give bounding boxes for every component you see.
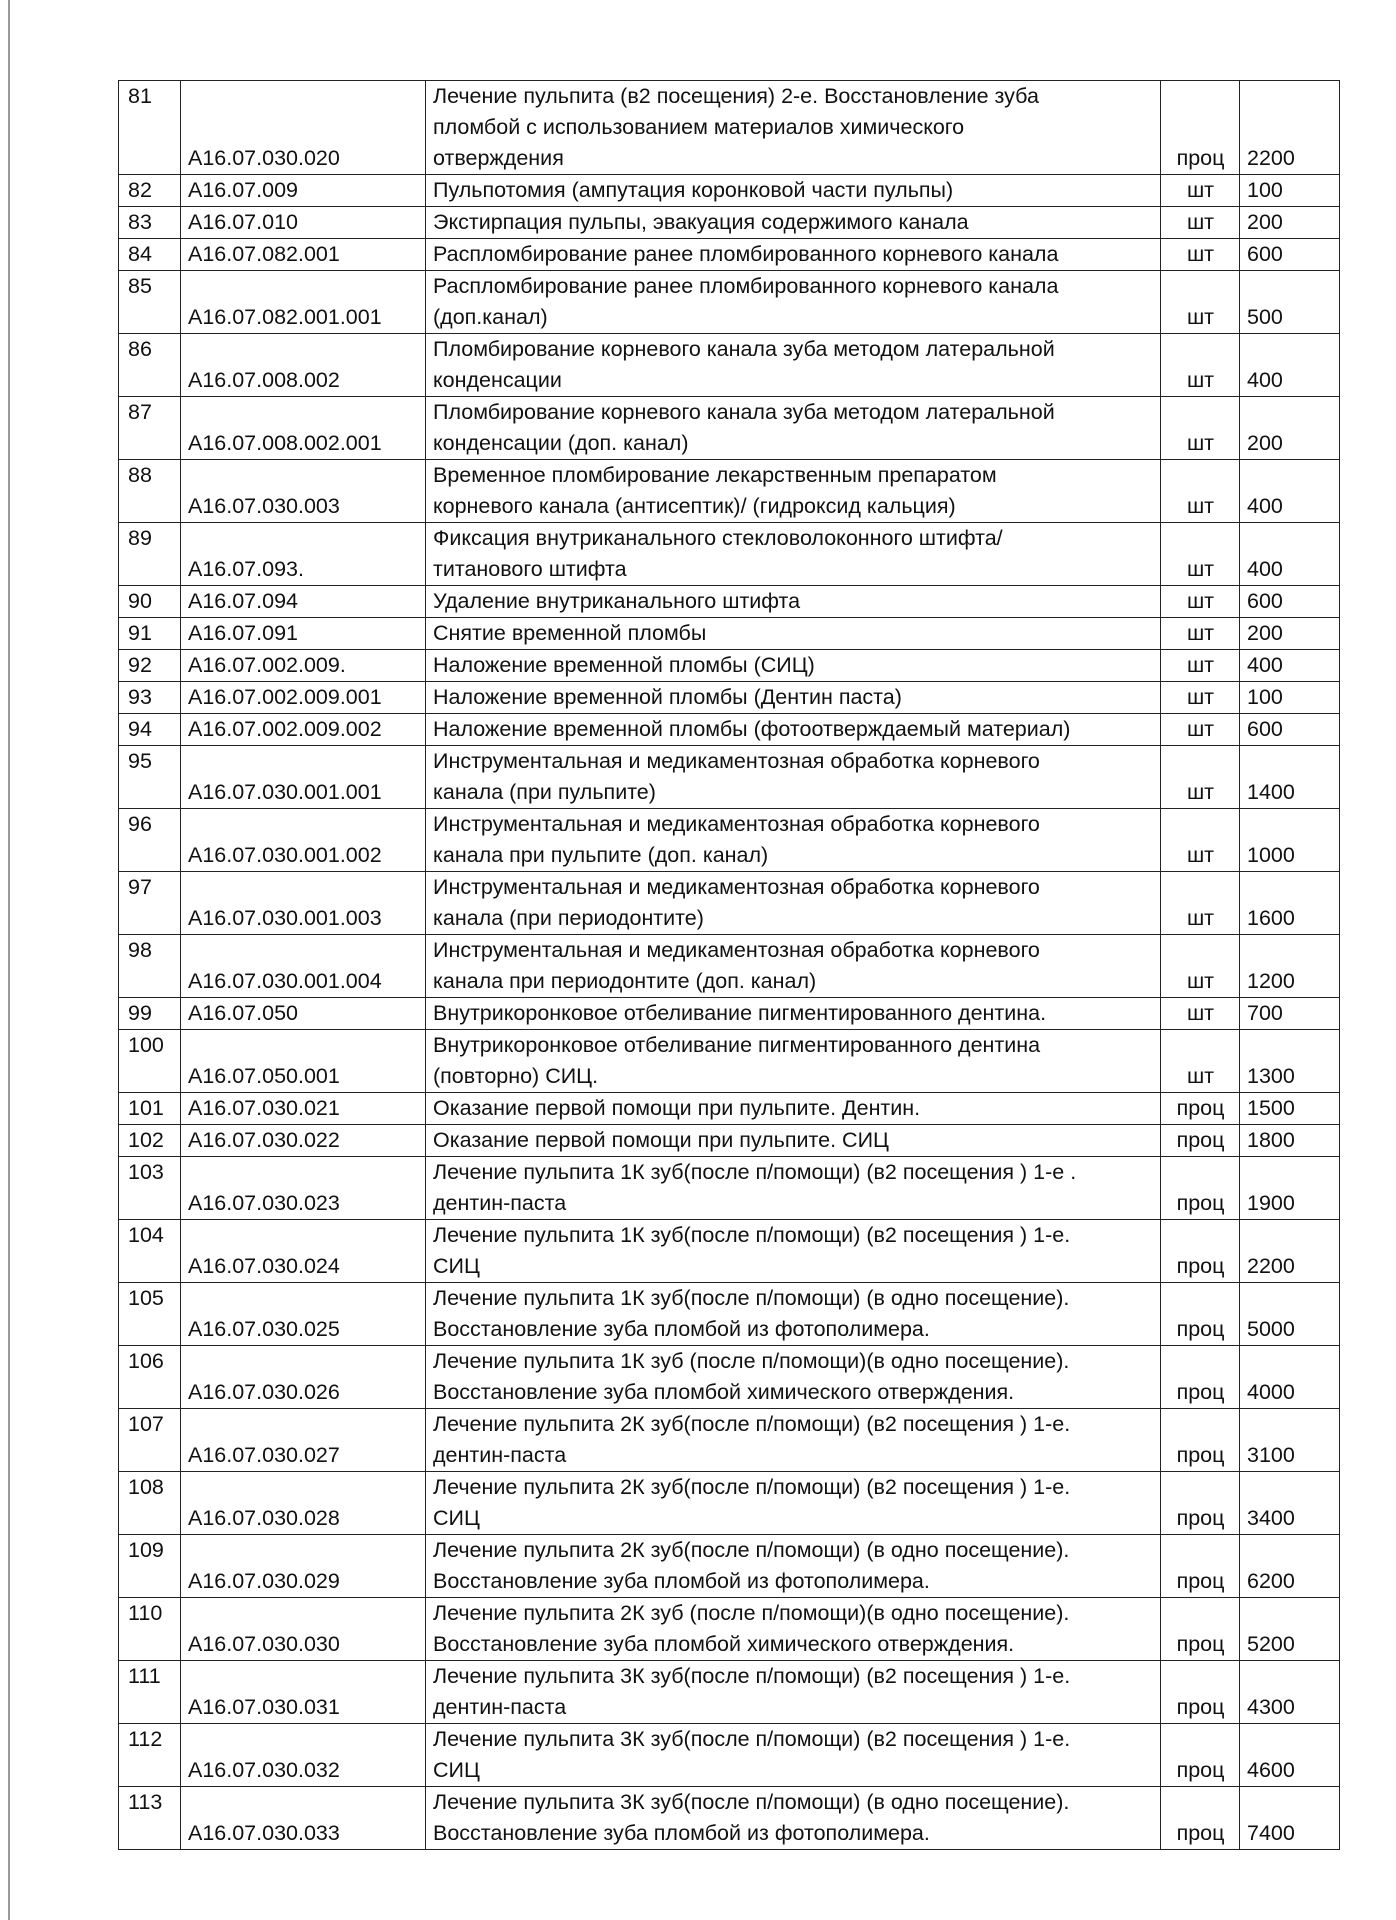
service-code-cell: A16.07.002.009.002 xyxy=(181,714,426,746)
table-row xyxy=(119,239,1340,271)
unit-cell: шт xyxy=(1161,397,1240,460)
unit-cell: проц xyxy=(1161,1661,1240,1724)
service-code-cell: A16.07.030.003 xyxy=(181,460,426,523)
row-number-cell: 107 xyxy=(119,1409,181,1472)
service-name-cell: Инструментальная и медикаментозная обработка корневого канала при пульпите (доп. канал) xyxy=(426,809,1161,872)
table-row xyxy=(119,935,1340,998)
service-name-cell: Лечение пульпита 1К зуб (после п/помощи)(в одно посещение). Восстановление зуба пломбой химического отверждения. xyxy=(426,1346,1161,1409)
service-name-cell: Наложение временной пломбы (СИЦ) xyxy=(426,650,1161,682)
service-name-cell: Инструментальная и медикаментозная обработка корневого канала при периодонтите (доп. канал) xyxy=(426,935,1161,998)
price-cell: 100 xyxy=(1240,682,1340,714)
unit-cell: проц xyxy=(1161,1409,1240,1472)
service-code-cell: A16.07.030.021 xyxy=(181,1093,426,1125)
row-number-cell: 90 xyxy=(119,586,181,618)
price-cell: 3100 xyxy=(1240,1409,1340,1472)
unit-cell: проц xyxy=(1161,1283,1240,1346)
service-code-cell: A16.07.030.024 xyxy=(181,1220,426,1283)
service-code-cell: A16.07.030.029 xyxy=(181,1535,426,1598)
price-cell: 400 xyxy=(1240,460,1340,523)
row-number-cell: 105 xyxy=(119,1283,181,1346)
row-number-cell: 103 xyxy=(119,1157,181,1220)
row-number-cell: 83 xyxy=(119,207,181,239)
table-row xyxy=(119,1030,1340,1093)
row-number-cell: 94 xyxy=(119,714,181,746)
service-code-cell: A16.07.008.002 xyxy=(181,334,426,397)
row-number-cell: 112 xyxy=(119,1724,181,1787)
table-row xyxy=(119,746,1340,809)
service-code-cell: A16.07.030.001.003 xyxy=(181,872,426,935)
service-name-cell: Лечение пульпита 2К зуб(после п/помощи) (в2 посещения ) 1-е. дентин-паста xyxy=(426,1409,1161,1472)
service-code-cell: A16.07.091 xyxy=(181,618,426,650)
row-number-cell: 102 xyxy=(119,1125,181,1157)
row-number-cell: 92 xyxy=(119,650,181,682)
service-code-cell: A16.07.030.025 xyxy=(181,1283,426,1346)
unit-cell: шт xyxy=(1161,460,1240,523)
service-code-cell: A16.07.030.001.001 xyxy=(181,746,426,809)
price-cell: 1400 xyxy=(1240,746,1340,809)
price-cell: 7400 xyxy=(1240,1787,1340,1850)
row-number-cell: 88 xyxy=(119,460,181,523)
row-number-cell: 97 xyxy=(119,872,181,935)
service-name-cell: Лечение пульпита 3К зуб(после п/помощи) (в одно посещение). Восстановление зуба пломбой из фотополимера. xyxy=(426,1787,1161,1850)
table-row xyxy=(119,714,1340,746)
table-row xyxy=(119,175,1340,207)
price-cell: 5000 xyxy=(1240,1283,1340,1346)
row-number-cell: 109 xyxy=(119,1535,181,1598)
service-name-cell: Наложение временной пломбы (фотоотверждаемый материал) xyxy=(426,714,1161,746)
unit-cell: проц xyxy=(1161,1220,1240,1283)
price-cell: 1600 xyxy=(1240,872,1340,935)
table-row xyxy=(119,1661,1340,1724)
unit-cell: шт xyxy=(1161,618,1240,650)
table-row xyxy=(119,207,1340,239)
service-name-cell: Временное пломбирование лекарственным препаратом корневого канала (антисептик)/ (гидроксид кальция) xyxy=(426,460,1161,523)
row-number-cell: 98 xyxy=(119,935,181,998)
service-code-cell: A16.07.030.001.004 xyxy=(181,935,426,998)
table-row xyxy=(119,397,1340,460)
service-name-cell: Пульпотомия (ампутация коронковой части пульпы) xyxy=(426,175,1161,207)
unit-cell: шт xyxy=(1161,714,1240,746)
unit-cell: проц xyxy=(1161,1724,1240,1787)
service-name-cell: Пломбирование корневого канала зуба методом латеральной конденсации xyxy=(426,334,1161,397)
service-code-cell: A16.07.030.032 xyxy=(181,1724,426,1787)
table-row xyxy=(119,1598,1340,1661)
service-name-cell: Лечение пульпита 2К зуб (после п/помощи)(в одно посещение). Восстановление зуба пломбой химического отверждения. xyxy=(426,1598,1161,1661)
unit-cell: проц xyxy=(1161,1157,1240,1220)
price-cell: 200 xyxy=(1240,618,1340,650)
table-row xyxy=(119,1787,1340,1850)
service-name-cell: Оказание первой помощи при пульпите. Дентин. xyxy=(426,1093,1161,1125)
service-name-cell: Пломбирование корневого канала зуба методом латеральной конденсации (доп. канал) xyxy=(426,397,1161,460)
price-cell: 1300 xyxy=(1240,1030,1340,1093)
service-code-cell: A16.07.050 xyxy=(181,998,426,1030)
service-name-cell: Оказание первой помощи при пульпите. СИЦ xyxy=(426,1125,1161,1157)
service-name-cell: Экстирпация пульпы, эвакуация содержимого канала xyxy=(426,207,1161,239)
row-number-cell: 110 xyxy=(119,1598,181,1661)
table-row xyxy=(119,460,1340,523)
service-code-cell: A16.07.030.028 xyxy=(181,1472,426,1535)
service-code-cell: A16.07.030.020 xyxy=(181,81,426,175)
price-cell: 2200 xyxy=(1240,81,1340,175)
service-name-cell: Инструментальная и медикаментозная обработка корневого канала (при периодонтите) xyxy=(426,872,1161,935)
price-cell: 1500 xyxy=(1240,1093,1340,1125)
unit-cell: проц xyxy=(1161,1093,1240,1125)
price-cell: 400 xyxy=(1240,523,1340,586)
price-list-table xyxy=(118,80,1340,1850)
price-cell: 700 xyxy=(1240,998,1340,1030)
price-cell: 600 xyxy=(1240,714,1340,746)
service-code-cell: A16.07.002.009.001 xyxy=(181,682,426,714)
row-number-cell: 95 xyxy=(119,746,181,809)
service-code-cell: A16.07.009 xyxy=(181,175,426,207)
service-code-cell: A16.07.030.001.002 xyxy=(181,809,426,872)
unit-cell: шт xyxy=(1161,523,1240,586)
table-row xyxy=(119,586,1340,618)
service-code-cell: A16.07.030.030 xyxy=(181,1598,426,1661)
unit-cell: проц xyxy=(1161,1535,1240,1598)
unit-cell: проц xyxy=(1161,1125,1240,1157)
service-name-cell: Распломбирование ранее пломбированного корневого канала xyxy=(426,239,1161,271)
service-name-cell: Наложение временной пломбы (Дентин паста) xyxy=(426,682,1161,714)
row-number-cell: 101 xyxy=(119,1093,181,1125)
row-number-cell: 96 xyxy=(119,809,181,872)
row-number-cell: 86 xyxy=(119,334,181,397)
service-code-cell: A16.07.093. xyxy=(181,523,426,586)
row-number-cell: 87 xyxy=(119,397,181,460)
unit-cell: шт xyxy=(1161,207,1240,239)
price-cell: 2200 xyxy=(1240,1220,1340,1283)
price-cell: 6200 xyxy=(1240,1535,1340,1598)
unit-cell: шт xyxy=(1161,239,1240,271)
row-number-cell: 84 xyxy=(119,239,181,271)
row-number-cell: 81 xyxy=(119,81,181,175)
unit-cell: шт xyxy=(1161,682,1240,714)
service-code-cell: A16.07.010 xyxy=(181,207,426,239)
table-row xyxy=(119,1283,1340,1346)
service-name-cell: Лечение пульпита (в2 посещения) 2-е. Восстановление зуба пломбой с использованием материалов химического отверждения xyxy=(426,81,1161,175)
table-row xyxy=(119,523,1340,586)
unit-cell: проц xyxy=(1161,1787,1240,1850)
service-name-cell: Лечение пульпита 1К зуб(после п/помощи) (в2 посещения ) 1-е . дентин-паста xyxy=(426,1157,1161,1220)
table-row xyxy=(119,650,1340,682)
table-row xyxy=(119,271,1340,334)
row-number-cell: 85 xyxy=(119,271,181,334)
service-name-cell: Внутрикоронковое отбеливание пигментированного дентина (повторно) СИЦ. xyxy=(426,1030,1161,1093)
price-cell: 400 xyxy=(1240,334,1340,397)
price-cell: 4600 xyxy=(1240,1724,1340,1787)
unit-cell: проц xyxy=(1161,1472,1240,1535)
page-edge-line xyxy=(8,0,10,1920)
service-name-cell: Распломбирование ранее пломбированного корневого канала (доп.канал) xyxy=(426,271,1161,334)
unit-cell: проц xyxy=(1161,1346,1240,1409)
service-name-cell: Снятие временной пломбы xyxy=(426,618,1161,650)
row-number-cell: 106 xyxy=(119,1346,181,1409)
table-row xyxy=(119,1472,1340,1535)
price-cell: 200 xyxy=(1240,397,1340,460)
service-code-cell: A16.07.008.002.001 xyxy=(181,397,426,460)
unit-cell: шт xyxy=(1161,935,1240,998)
service-code-cell: A16.07.030.031 xyxy=(181,1661,426,1724)
unit-cell: проц xyxy=(1161,81,1240,175)
service-name-cell: Внутрикоронковое отбеливание пигментированного дентина. xyxy=(426,998,1161,1030)
row-number-cell: 93 xyxy=(119,682,181,714)
unit-cell: шт xyxy=(1161,586,1240,618)
table-row xyxy=(119,1220,1340,1283)
price-cell: 3400 xyxy=(1240,1472,1340,1535)
row-number-cell: 89 xyxy=(119,523,181,586)
service-name-cell: Лечение пульпита 1К зуб(после п/помощи) (в одно посещение). Восстановление зуба пломбой из фотополимера. xyxy=(426,1283,1161,1346)
unit-cell: шт xyxy=(1161,334,1240,397)
table-row xyxy=(119,334,1340,397)
service-code-cell: A16.07.082.001.001 xyxy=(181,271,426,334)
service-name-cell: Лечение пульпита 3К зуб(после п/помощи) (в2 посещения ) 1-е. СИЦ xyxy=(426,1724,1161,1787)
price-cell: 600 xyxy=(1240,239,1340,271)
price-cell: 100 xyxy=(1240,175,1340,207)
service-name-cell: Лечение пульпита 2К зуб(после п/помощи) (в2 посещения ) 1-е. СИЦ xyxy=(426,1472,1161,1535)
unit-cell: шт xyxy=(1161,998,1240,1030)
price-cell: 200 xyxy=(1240,207,1340,239)
unit-cell: шт xyxy=(1161,1030,1240,1093)
table-row xyxy=(119,1346,1340,1409)
row-number-cell: 104 xyxy=(119,1220,181,1283)
row-number-cell: 111 xyxy=(119,1661,181,1724)
table-row xyxy=(119,1535,1340,1598)
service-code-cell: A16.07.030.023 xyxy=(181,1157,426,1220)
price-cell: 500 xyxy=(1240,271,1340,334)
table-row xyxy=(119,682,1340,714)
service-name-cell: Фиксация внутриканального стекловолоконного штифта/ титанового штифта xyxy=(426,523,1161,586)
price-cell: 1000 xyxy=(1240,809,1340,872)
unit-cell: шт xyxy=(1161,746,1240,809)
unit-cell: шт xyxy=(1161,650,1240,682)
service-name-cell: Удаление внутриканального штифта xyxy=(426,586,1161,618)
row-number-cell: 91 xyxy=(119,618,181,650)
service-name-cell: Лечение пульпита 2К зуб(после п/помощи) (в одно посещение). Восстановление зуба пломбой из фотополимера. xyxy=(426,1535,1161,1598)
table-row xyxy=(119,1125,1340,1157)
table-row xyxy=(119,1724,1340,1787)
table-row xyxy=(119,618,1340,650)
service-code-cell: A16.07.030.026 xyxy=(181,1346,426,1409)
table-row xyxy=(119,1409,1340,1472)
price-cell: 1900 xyxy=(1240,1157,1340,1220)
unit-cell: шт xyxy=(1161,175,1240,207)
price-cell: 5200 xyxy=(1240,1598,1340,1661)
service-code-cell: A16.07.030.022 xyxy=(181,1125,426,1157)
service-code-cell: A16.07.082.001 xyxy=(181,239,426,271)
table-row xyxy=(119,872,1340,935)
price-cell: 1200 xyxy=(1240,935,1340,998)
service-name-cell: Инструментальная и медикаментозная обработка корневого канала (при пульпите) xyxy=(426,746,1161,809)
row-number-cell: 82 xyxy=(119,175,181,207)
unit-cell: шт xyxy=(1161,271,1240,334)
unit-cell: проц xyxy=(1161,1598,1240,1661)
price-cell: 4000 xyxy=(1240,1346,1340,1409)
price-cell: 4300 xyxy=(1240,1661,1340,1724)
table-row xyxy=(119,809,1340,872)
row-number-cell: 108 xyxy=(119,1472,181,1535)
service-code-cell: A16.07.002.009. xyxy=(181,650,426,682)
service-code-cell: A16.07.094 xyxy=(181,586,426,618)
row-number-cell: 113 xyxy=(119,1787,181,1850)
row-number-cell: 100 xyxy=(119,1030,181,1093)
service-code-cell: A16.07.030.027 xyxy=(181,1409,426,1472)
unit-cell: шт xyxy=(1161,809,1240,872)
price-cell: 600 xyxy=(1240,586,1340,618)
table-row xyxy=(119,998,1340,1030)
service-code-cell: A16.07.030.033 xyxy=(181,1787,426,1850)
service-name-cell: Лечение пульпита 3К зуб(после п/помощи) (в2 посещения ) 1-е. дентин-паста xyxy=(426,1661,1161,1724)
row-number-cell: 99 xyxy=(119,998,181,1030)
table-row xyxy=(119,81,1340,175)
service-name-cell: Лечение пульпита 1К зуб(после п/помощи) (в2 посещения ) 1-е. СИЦ xyxy=(426,1220,1161,1283)
table-row xyxy=(119,1093,1340,1125)
table-row xyxy=(119,1157,1340,1220)
unit-cell: шт xyxy=(1161,872,1240,935)
price-cell: 1800 xyxy=(1240,1125,1340,1157)
price-list-body xyxy=(119,81,1340,1850)
service-code-cell: A16.07.050.001 xyxy=(181,1030,426,1093)
price-cell: 400 xyxy=(1240,650,1340,682)
